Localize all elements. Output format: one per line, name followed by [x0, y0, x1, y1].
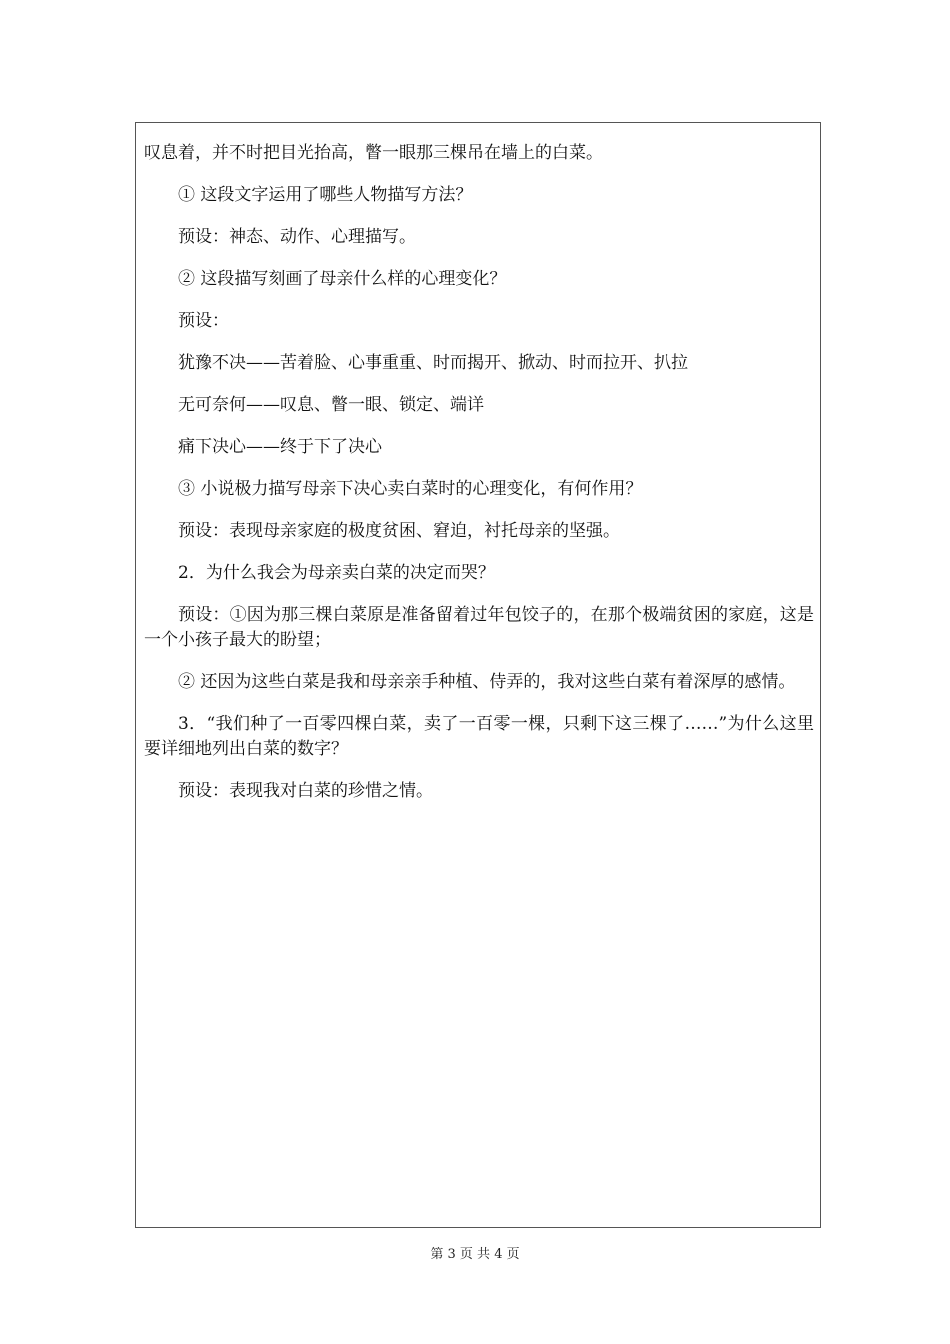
answer-1: 预设：神态、动作、心理描写。: [178, 227, 416, 247]
paragraph-continuation: 叹息着，并不时把目光抬高，瞥一眼那三棵吊在墙上的白菜。: [144, 143, 603, 163]
page-number-footer: 第 3 页 共 4 页: [430, 1247, 520, 1262]
answer-3: 预设：表现母亲家庭的极度贫困、窘迫，衬托母亲的坚强。: [178, 521, 620, 541]
section-answer-2a: 预设：①因为那三棵白菜原是准备留着过年包饺子的，在那个极端贫困的家庭，这是一个小孩子最大的盼望；: [144, 605, 814, 650]
section-answer-2b: ② 还因为这些白菜是我和母亲亲手种植、侍弄的，我对这些白菜有着深厚的感情。: [178, 672, 796, 692]
answer-2-line-2: 无可奈何——叹息、瞥一眼、锁定、端详: [178, 395, 484, 415]
document-body: [144, 141, 814, 821]
section-question-2: 2．为什么我会为母亲卖白菜的决定而哭？: [178, 563, 495, 583]
document-frame: [135, 122, 821, 1228]
answer-2-line-1: 犹豫不决——苦着脸、心事重重、时而揭开、掀动、时而拉开、扒拉: [178, 353, 688, 373]
section-question-3: 3．“我们种了一百零四棵白菜，卖了一百零一棵，只剩下这三棵了……”为什么这里要详细地列出白菜的数字？: [144, 714, 814, 759]
question-1: ① 这段文字运用了哪些人物描写方法？: [178, 185, 473, 205]
answer-2-label: 预设：: [178, 311, 229, 331]
question-3: ③ 小说极力描写母亲下决心卖白菜时的心理变化，有何作用？: [178, 479, 643, 499]
question-2: ② 这段描写刻画了母亲什么样的心理变化？: [178, 269, 507, 289]
answer-2-line-3: 痛下决心——终于下了决心: [178, 437, 382, 457]
section-answer-3: 预设：表现我对白菜的珍惜之情。: [178, 781, 433, 801]
